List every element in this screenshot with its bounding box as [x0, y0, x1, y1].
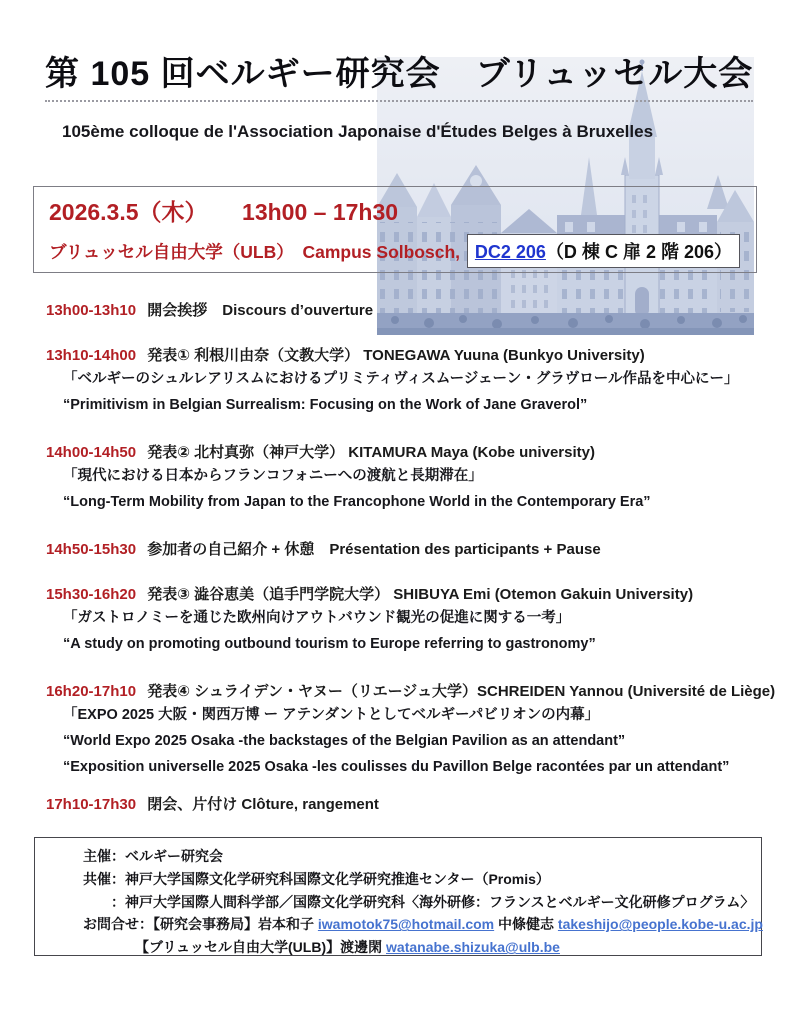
- schedule-subtitle: 「EXPO 2025 大阪・関西万博 ー アテンダントとしてベルギーパビリオンの内幕」: [63, 707, 600, 723]
- schedule-subtitle: 「ベルギーのシュルレアリスムにおけるプリミティヴィスムージェーン・グラヴロール作品を中心にー」: [63, 371, 739, 387]
- schedule-row: [46, 539, 776, 560]
- schedule-entry: [46, 442, 776, 463]
- footer-box: [34, 837, 762, 956]
- schedule-row: [46, 442, 776, 515]
- footer-line: [35, 913, 761, 936]
- schedule-row: [46, 345, 776, 418]
- schedule-subtitle: 「ガストロノミーを通じた欧州向けアウトバウンド観光の促進に関する一考」: [63, 610, 571, 626]
- schedule-text: 発表① 利根川由奈（文教大学） TONEGAWA Yuuna (Bunkyo University): [147, 347, 645, 364]
- schedule-entry: [46, 345, 776, 366]
- schedule-list: [46, 300, 776, 839]
- footer-text: 主催：ベルギー研究会: [83, 848, 223, 864]
- schedule-time: 14h00-14h50: [46, 444, 141, 461]
- schedule-entry: [46, 681, 776, 702]
- room-label-box: [467, 234, 740, 268]
- schedule-text: 閉会、片付け Clôture, rangement: [147, 796, 379, 813]
- schedule-row: [46, 300, 776, 321]
- event-venue-line: [49, 234, 740, 268]
- schedule-time: 16h20-17h10: [46, 683, 141, 700]
- schedule-time: 14h50-15h30: [46, 541, 141, 558]
- schedule-time: 15h30-16h20: [46, 586, 141, 603]
- schedule-row: [46, 681, 776, 780]
- schedule-text: 発表② 北村真弥（神戸大学） KITAMURA Maya (Kobe university): [147, 444, 595, 461]
- schedule-subtitle: “A study on promoting outbound tourism to Europe referring to gastronomy”: [63, 636, 596, 652]
- footer-text: 【ブリュッセル自由大学(ULB)】渡邊閑: [135, 939, 387, 956]
- footer-text: 中條健志: [494, 916, 558, 933]
- schedule-entry: [46, 794, 776, 815]
- email-link[interactable]: watanabe.shizuka@ulb.be: [386, 939, 560, 956]
- schedule-subtitle: “Exposition universelle 2025 Osaka -les coulisses du Pavillon Belge racontées par un attendant”: [63, 759, 730, 775]
- event-datetime: 2026.3.5（木） 13h00 – 17h30: [49, 199, 399, 225]
- footer-line: [35, 868, 761, 891]
- schedule-row: [46, 794, 776, 815]
- room-link[interactable]: DC2 206: [474, 242, 546, 262]
- page-title: 第 105 回ベルギー研究会 ブリュッセル大会: [45, 52, 753, 102]
- schedule-entry: [46, 539, 776, 560]
- schedule-row: [46, 584, 776, 657]
- email-link[interactable]: iwamotok75@hotmail.com: [317, 916, 495, 933]
- footer-text: ：神戸大学国際人間科学部／国際文化学研究科〈海外研修：フランスとベルギー文化研修プログラム〉: [83, 893, 755, 910]
- room-detail: （D 棟 C 扉 2 階 206）: [545, 242, 732, 262]
- schedule-time: 13h00-13h10: [46, 302, 141, 319]
- event-info-box: [33, 186, 757, 273]
- schedule-text: 発表④ シュライデン・ヤヌー（リエージュ大学）SCHREIDEN Yannou (Université de Liège): [147, 683, 776, 700]
- page-subtitle: 105ème colloque de l'Association Japonaise d'Études Belges à Bruxelles: [62, 122, 654, 141]
- schedule-subtitle: 「現代における日本からフランコフォニーへの渡航と長期滞在」: [63, 468, 483, 484]
- schedule-subtitle: “World Expo 2025 Osaka -the backstages of the Belgian Pavilion as an attendant”: [63, 733, 626, 749]
- schedule-text: 発表③ 澁谷恵美（追手門学院大学） SHIBUYA Emi (Otemon Gakuin University): [147, 586, 694, 603]
- footer-text: お問合せ：【研究会事務局】岩本和子: [83, 916, 318, 933]
- footer-line: [35, 936, 761, 959]
- schedule-entry: [46, 300, 776, 321]
- schedule-subtitle: “Long-Term Mobility from Japan to the Francophone World in the Contemporary Era”: [63, 494, 651, 510]
- footer-line: [35, 891, 761, 914]
- schedule-entry: [46, 584, 776, 605]
- schedule-time: 17h10-17h30: [46, 796, 141, 813]
- footer-line: [35, 845, 761, 868]
- event-venue: ブリュッセル自由大学（ULB） Campus Solbosch,: [49, 242, 465, 262]
- footer-text: 共催：神戸大学国際文化学研究科国際文化学研究推進センター（Promis）: [83, 870, 550, 887]
- schedule-time: 13h10-14h00: [46, 347, 141, 364]
- schedule-text: 開会挨拶 Discours d’ouverture: [147, 302, 374, 319]
- schedule-text: 参加者の自己紹介 + 休憩 Présentation des participants + Pause: [147, 541, 601, 558]
- email-link[interactable]: takeshijo@people.kobe-u.ac.jp: [557, 916, 763, 933]
- schedule-subtitle: “Primitivism in Belgian Surrealism: Focusing on the Work of Jane Graverol”: [63, 397, 588, 413]
